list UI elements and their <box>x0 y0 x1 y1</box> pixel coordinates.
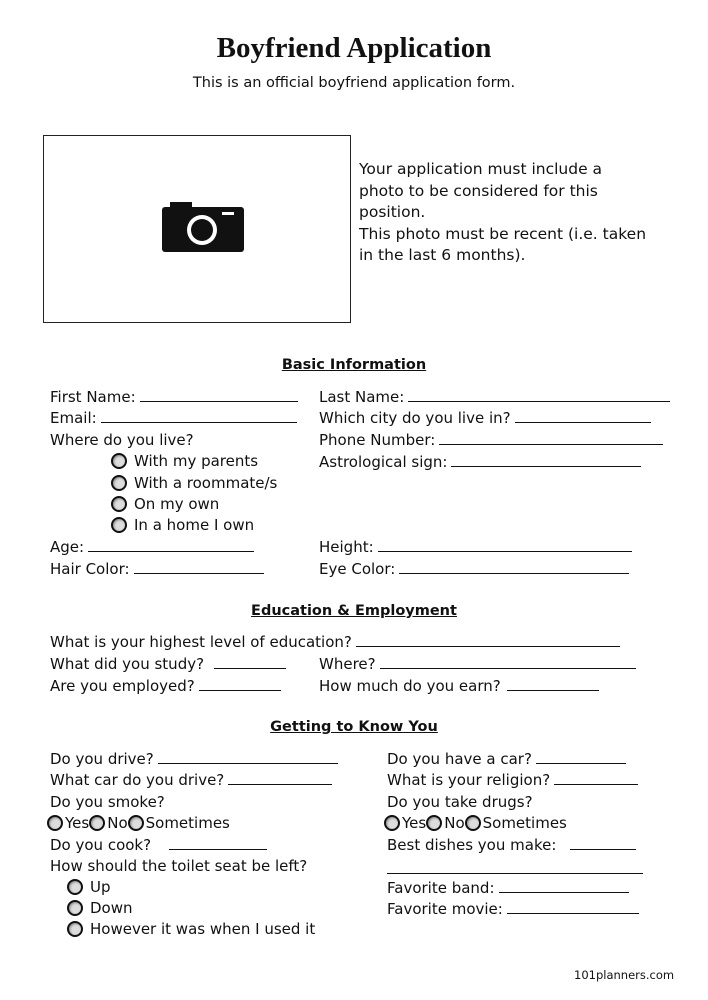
hair-field[interactable] <box>50 560 264 579</box>
radio-button[interactable] <box>465 815 481 831</box>
live-option-parents[interactable] <box>111 452 258 470</box>
study-where-label: Where? <box>319 655 376 673</box>
section-heading-basic: Basic Information <box>281 357 427 373</box>
option-label: Down <box>90 899 133 917</box>
photo-requirement-note <box>359 159 646 267</box>
camera-icon <box>162 200 244 252</box>
eye-field[interactable] <box>319 560 629 579</box>
where-live-label: Where do you live? <box>50 431 194 449</box>
study-label: What did you study? <box>50 655 205 673</box>
city-field[interactable] <box>319 409 651 428</box>
first-name-field[interactable] <box>50 388 298 407</box>
note-line: photo to be considered for this <box>359 181 598 200</box>
toilet-option-however[interactable] <box>67 920 315 938</box>
toilet-option-down[interactable] <box>67 899 133 917</box>
dishes-line-2[interactable] <box>387 873 643 874</box>
email-field[interactable] <box>50 409 297 428</box>
study-field[interactable] <box>50 655 286 674</box>
note-line: in the last 6 months). <box>359 246 526 264</box>
city-line[interactable] <box>515 421 651 423</box>
phone-line[interactable] <box>439 443 663 445</box>
religion-field[interactable] <box>387 771 638 790</box>
dishes-field[interactable] <box>387 836 636 855</box>
age-label: Age: <box>50 538 85 556</box>
radio-button[interactable] <box>426 815 442 831</box>
option-label: With my parents <box>134 452 259 470</box>
section-heading-education: Education & Employment <box>251 603 457 619</box>
radio-button[interactable] <box>67 921 83 937</box>
note-line: This photo must be recent (i.e. taken <box>359 224 647 243</box>
height-field[interactable] <box>319 538 632 557</box>
drugs-options <box>384 814 567 832</box>
option-yes: Yes <box>65 814 90 832</box>
smoke-question <box>50 793 165 812</box>
employed-line[interactable] <box>199 689 281 691</box>
radio-button[interactable] <box>47 815 63 831</box>
movie-field[interactable] <box>387 900 639 919</box>
eye-line[interactable] <box>399 572 629 574</box>
radio-button[interactable] <box>128 815 144 831</box>
height-label: Height: <box>319 538 374 556</box>
drugs-question <box>387 793 533 812</box>
employed-label: Are you employed? <box>50 677 195 695</box>
drive-line[interactable] <box>158 762 338 764</box>
radio-button[interactable] <box>89 815 105 831</box>
radio-button[interactable] <box>67 879 83 895</box>
option-sometimes: Sometimes <box>482 814 567 832</box>
section-heading-know: Getting to Know You <box>270 719 438 735</box>
radio-button[interactable] <box>384 815 400 831</box>
note-line: Your application must include a <box>359 160 603 178</box>
have-car-label: Do you have a car? <box>387 750 532 768</box>
earn-label: How much do you earn? <box>319 677 501 695</box>
movie-label: Favorite movie: <box>387 900 503 918</box>
movie-line[interactable] <box>507 912 639 914</box>
toilet-question <box>50 857 307 876</box>
option-label: With a roommate/s <box>134 474 278 492</box>
education-level-label: What is your highest level of education? <box>50 633 352 651</box>
last-name-line[interactable] <box>408 400 670 402</box>
hair-label: Hair Color: <box>50 560 130 578</box>
astro-label: Astrological sign: <box>319 453 448 471</box>
smoke-options <box>47 814 230 832</box>
option-yes: Yes <box>402 814 427 832</box>
radio-button[interactable] <box>67 900 83 916</box>
last-name-field[interactable] <box>319 388 670 407</box>
study-line[interactable] <box>214 667 286 669</box>
option-label: In a home I own <box>134 516 255 534</box>
radio-button[interactable] <box>111 517 127 533</box>
option-label: On my own <box>134 495 220 513</box>
page-subtitle: This is an official boyfriend application form. <box>192 75 516 91</box>
live-option-roommate[interactable] <box>111 474 277 492</box>
study-where-line[interactable] <box>380 667 636 669</box>
source-credit: 101planners.com <box>574 968 675 982</box>
earn-line[interactable] <box>507 689 599 691</box>
option-no: No <box>444 814 465 832</box>
first-name-line[interactable] <box>140 400 298 402</box>
option-label: However it was when I used it <box>90 920 316 938</box>
what-car-label: What car do you drive? <box>50 771 225 789</box>
photo-upload-box[interactable] <box>43 135 351 323</box>
education-level-field[interactable] <box>50 633 620 652</box>
phone-field[interactable] <box>319 431 663 450</box>
email-line[interactable] <box>101 421 297 423</box>
where-live-question <box>50 431 194 450</box>
drugs-label: Do you take drugs? <box>387 793 533 811</box>
page-title: Boyfriend Application <box>216 32 492 64</box>
drive-field[interactable] <box>50 750 338 769</box>
earn-field[interactable] <box>319 677 599 696</box>
radio-button[interactable] <box>111 453 127 469</box>
phone-label: Phone Number: <box>319 431 436 449</box>
cook-line[interactable] <box>169 848 267 850</box>
age-field[interactable] <box>50 538 254 557</box>
live-option-home[interactable] <box>111 516 254 534</box>
religion-line[interactable] <box>554 783 638 785</box>
employed-field[interactable] <box>50 677 281 696</box>
what-car-field[interactable] <box>50 771 332 790</box>
eye-label: Eye Color: <box>319 560 396 578</box>
astro-field[interactable] <box>319 453 641 472</box>
first-name-label: First Name: <box>50 388 136 406</box>
city-label: Which city do you live in? <box>319 409 511 427</box>
band-label: Favorite band: <box>387 879 495 897</box>
toilet-option-up[interactable] <box>67 878 111 896</box>
what-car-line[interactable] <box>228 783 332 785</box>
height-line[interactable] <box>378 550 632 552</box>
note-line: position. <box>359 203 426 221</box>
live-option-own[interactable] <box>111 495 219 513</box>
cook-label: Do you cook? <box>50 836 152 854</box>
hair-line[interactable] <box>134 572 264 574</box>
option-no: No <box>107 814 128 832</box>
toilet-label: How should the toilet seat be left? <box>50 857 308 875</box>
option-label: Up <box>90 878 111 896</box>
cook-field[interactable] <box>50 836 267 855</box>
radio-button[interactable] <box>111 475 127 491</box>
have-car-line[interactable] <box>536 762 626 764</box>
email-label: Email: <box>50 409 97 427</box>
drive-label: Do you drive? <box>50 750 154 768</box>
dishes-line[interactable] <box>570 848 636 850</box>
band-field[interactable] <box>387 879 629 898</box>
band-line[interactable] <box>499 891 629 893</box>
education-level-line[interactable] <box>356 645 620 647</box>
dishes-label: Best dishes you make: <box>387 836 557 854</box>
religion-label: What is your religion? <box>387 771 551 789</box>
radio-button[interactable] <box>111 496 127 512</box>
astro-line[interactable] <box>451 465 641 467</box>
study-where-field[interactable] <box>319 655 636 674</box>
smoke-label: Do you smoke? <box>50 793 165 811</box>
age-line[interactable] <box>88 550 254 552</box>
have-car-field[interactable] <box>387 750 626 769</box>
option-sometimes: Sometimes <box>145 814 230 832</box>
last-name-label: Last Name: <box>319 388 405 406</box>
